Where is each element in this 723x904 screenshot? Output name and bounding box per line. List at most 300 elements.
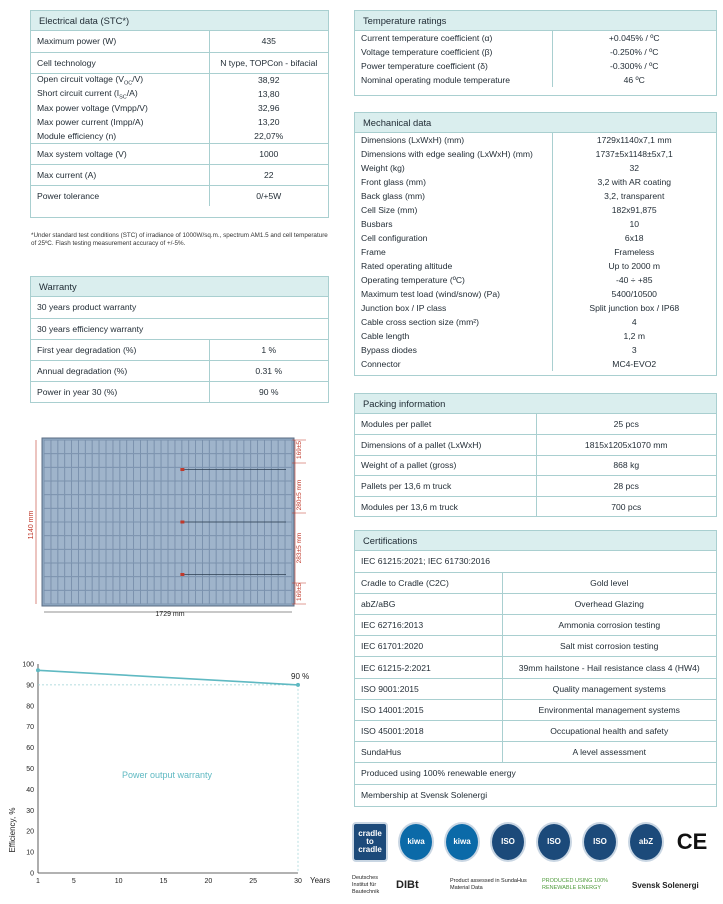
solar-cell <box>168 522 174 535</box>
partner-logos <box>352 870 723 900</box>
solar-cell <box>168 550 174 563</box>
solar-cell <box>113 563 119 576</box>
solar-cell <box>237 509 243 522</box>
table-row <box>31 381 328 402</box>
row-label: Pallets per 13,6 m truck <box>361 480 452 491</box>
solar-cell <box>196 591 202 604</box>
solar-cell <box>168 536 174 549</box>
solar-cell <box>161 454 167 467</box>
solar-cell <box>86 563 92 576</box>
solar-cell <box>189 454 195 467</box>
solar-cell <box>285 536 291 549</box>
solar-cell <box>148 550 154 563</box>
solar-cell <box>244 522 250 535</box>
row-label: Dimensions (LxWxH) (mm) <box>361 135 465 145</box>
row-value: Up to 2000 m <box>552 259 716 273</box>
row-label: Operating temperature (ºC) <box>361 275 465 285</box>
solar-cell <box>265 509 271 522</box>
row-label: Nominal operating module temperature <box>361 75 511 85</box>
solar-cell <box>182 495 188 508</box>
warranty-line <box>38 670 298 685</box>
solar-cell <box>210 577 216 590</box>
solar-cell <box>79 577 85 590</box>
solar-cell <box>265 440 271 453</box>
certification-badge-icon: kiwa <box>398 822 434 862</box>
solar-cell <box>251 481 257 494</box>
solar-cell <box>217 591 223 604</box>
solar-cell <box>148 481 154 494</box>
solar-cell <box>106 454 112 467</box>
solar-cell <box>148 468 154 481</box>
solar-cell <box>230 550 236 563</box>
solar-cell <box>223 454 229 467</box>
solar-cell <box>161 536 167 549</box>
solar-cell <box>58 468 64 481</box>
solar-cell <box>265 577 271 590</box>
solar-cell <box>279 481 285 494</box>
certifications-title: Certifications <box>355 531 716 551</box>
row-value: 22,07% <box>209 129 328 143</box>
efficiency-chart <box>0 650 340 900</box>
solar-cell <box>51 495 57 508</box>
chart-xlabel: Years <box>310 876 331 885</box>
table-row <box>355 301 716 315</box>
solar-cell <box>155 468 161 481</box>
solar-cell <box>72 481 78 494</box>
table-row <box>355 217 716 231</box>
x-tick-label: 1 <box>36 878 40 885</box>
solar-cell <box>79 591 85 604</box>
partner-logo: Svensk Solenergi <box>632 880 699 890</box>
solar-cell <box>93 522 99 535</box>
row-value: 1000 <box>209 143 328 164</box>
solar-cell <box>210 481 216 494</box>
solar-cell <box>285 440 291 453</box>
solar-cell <box>223 495 229 508</box>
solar-cell <box>113 440 119 453</box>
solar-cell <box>230 454 236 467</box>
table-row <box>355 742 716 763</box>
row-value: Gold level <box>502 572 716 593</box>
junction-box <box>180 573 184 576</box>
solar-cell <box>285 550 291 563</box>
solar-cell <box>148 563 154 576</box>
solar-cell <box>51 522 57 535</box>
solar-cell <box>93 495 99 508</box>
row-label: Back glass (mm) <box>361 191 425 201</box>
chart-annotation: 90 % <box>291 672 310 681</box>
table-row <box>355 343 716 357</box>
solar-cell <box>155 591 161 604</box>
solar-cell <box>134 522 140 535</box>
solar-cell <box>161 563 167 576</box>
solar-cell <box>79 563 85 576</box>
solar-cell <box>148 577 154 590</box>
solar-cell <box>161 522 167 535</box>
solar-cell <box>51 481 57 494</box>
solar-cell <box>175 550 181 563</box>
row-label: Power in year 30 (%) <box>37 386 118 397</box>
row-label: Membership at Svensk Solenergi <box>361 789 488 800</box>
solar-cell <box>203 550 209 563</box>
solar-cell <box>99 591 105 604</box>
solar-cell <box>44 536 50 549</box>
solar-cell <box>182 522 188 535</box>
solar-cell <box>65 468 71 481</box>
row-label: ISO 45001:2018 <box>361 726 424 737</box>
electrical-data-table <box>31 31 328 206</box>
solar-cell <box>272 454 278 467</box>
row-label: abZ/aBG <box>361 598 396 609</box>
solar-cell <box>182 550 188 563</box>
row-label: Weight (kg) <box>361 163 405 173</box>
row-value: 435 <box>209 31 328 52</box>
solar-cell <box>65 522 71 535</box>
solar-cell <box>120 550 126 563</box>
solar-cell <box>106 577 112 590</box>
row-value: 4 <box>552 315 716 329</box>
solar-cell <box>99 468 105 481</box>
solar-cell <box>189 577 195 590</box>
solar-cell <box>120 536 126 549</box>
row-label-subscript: OC <box>123 80 133 87</box>
table-row <box>31 164 328 185</box>
solar-cell <box>65 550 71 563</box>
solar-cell <box>265 454 271 467</box>
row-label: Connector <box>361 359 401 369</box>
table-row <box>355 231 716 245</box>
solar-cell <box>272 577 278 590</box>
solar-cell <box>258 509 264 522</box>
solar-cell <box>65 481 71 494</box>
solar-cell <box>175 440 181 453</box>
row-value: 39mm hailstone - Hail resistance class 4 (HW4) <box>502 657 716 678</box>
partner-logo: Deutsches Institut für Bautechnik <box>352 874 380 895</box>
solar-cell <box>155 509 161 522</box>
solar-cell <box>134 591 140 604</box>
row-value: -40 ÷ +85 <box>552 273 716 287</box>
row-label: Cell Size (mm) <box>361 205 418 215</box>
table-row <box>355 435 716 456</box>
solar-cell <box>141 591 147 604</box>
solar-cell <box>285 591 291 604</box>
solar-cell <box>72 509 78 522</box>
solar-cell <box>230 591 236 604</box>
solar-cell <box>79 536 85 549</box>
solar-cell <box>113 495 119 508</box>
row-value: Ammonia corrosion testing <box>502 615 716 636</box>
packing-title: Packing information <box>355 394 716 414</box>
solar-cell <box>127 591 133 604</box>
certification-badge-icon: ISO <box>536 822 572 862</box>
x-tick-label: 15 <box>159 878 168 885</box>
solar-cell <box>155 522 161 535</box>
temperature-table <box>355 31 716 87</box>
junction-box <box>180 521 184 524</box>
solar-cell <box>86 454 92 467</box>
solar-cell <box>237 550 243 563</box>
solar-cell <box>106 495 112 508</box>
solar-cell <box>99 481 105 494</box>
solar-cell <box>251 550 257 563</box>
solar-cell <box>237 536 243 549</box>
solar-cell <box>120 440 126 453</box>
row-label: Dimensions with edge sealing (LxWxH) (mm) <box>361 149 533 159</box>
solar-cell <box>65 591 71 604</box>
solar-cell <box>79 468 85 481</box>
x-tick-label: 20 <box>204 878 213 885</box>
solar-cell <box>203 522 209 535</box>
table-row <box>31 73 328 87</box>
solar-cell <box>196 577 202 590</box>
table-row <box>355 147 716 161</box>
solar-cell <box>120 495 126 508</box>
table-row <box>355 636 716 657</box>
solar-cell <box>141 468 147 481</box>
row-value: 6x18 <box>552 231 716 245</box>
table-row <box>355 414 716 435</box>
solar-cell <box>86 577 92 590</box>
table-row <box>31 360 328 381</box>
solar-cell <box>230 509 236 522</box>
solar-cell <box>99 509 105 522</box>
solar-cell <box>51 440 57 453</box>
junction-box <box>180 468 184 471</box>
solar-cell <box>134 509 140 522</box>
solar-cell <box>93 440 99 453</box>
solar-cell <box>79 495 85 508</box>
solar-cell <box>141 454 147 467</box>
x-tick-label: 5 <box>71 878 76 885</box>
table-row <box>355 189 716 203</box>
solar-cell <box>210 495 216 508</box>
row-value: 3,2, transparent <box>552 189 716 203</box>
solar-cell <box>141 563 147 576</box>
partner-logo: DIBt <box>396 878 419 891</box>
solar-cell <box>106 522 112 535</box>
solar-cell <box>51 591 57 604</box>
table-row <box>355 45 716 59</box>
solar-cell <box>65 536 71 549</box>
solar-cell <box>203 495 209 508</box>
row-value: 22 <box>209 164 328 185</box>
table-row <box>355 593 716 614</box>
solar-cell <box>79 550 85 563</box>
y-tick-label: 20 <box>26 828 34 836</box>
solar-cell <box>134 550 140 563</box>
solar-cell <box>196 522 202 535</box>
row-value: 90 % <box>209 381 328 402</box>
solar-cell <box>196 550 202 563</box>
solar-cell <box>51 454 57 467</box>
module-dim-4: 169±5 <box>296 582 303 602</box>
solar-cell <box>161 495 167 508</box>
solar-cell <box>72 591 78 604</box>
solar-cell <box>99 440 105 453</box>
solar-cell <box>148 440 154 453</box>
solar-cell <box>127 550 133 563</box>
row-label: ISO 9001:2015 <box>361 683 419 694</box>
solar-cell <box>258 522 264 535</box>
solar-cell <box>244 591 250 604</box>
solar-cell <box>65 495 71 508</box>
solar-cell <box>127 536 133 549</box>
row-value: 3 <box>552 343 716 357</box>
row-value: 1815x1205x1070 mm <box>536 435 716 456</box>
solar-cell <box>203 577 209 590</box>
solar-cell <box>72 550 78 563</box>
solar-cell <box>244 454 250 467</box>
solar-cell <box>141 536 147 549</box>
solar-cell <box>58 440 64 453</box>
row-label-subscript: SC <box>119 94 127 101</box>
solar-cell <box>44 591 50 604</box>
row-label: Cell technology <box>37 57 96 68</box>
solar-cell <box>175 522 181 535</box>
solar-cell <box>155 550 161 563</box>
electrical-data-panel <box>30 10 329 218</box>
solar-cell <box>272 509 278 522</box>
row-label: Power temperature coefficient (δ) <box>361 61 488 71</box>
certification-badge-icon: abZ <box>628 822 664 862</box>
solar-cell <box>258 495 264 508</box>
row-label: Bypass diodes <box>361 345 417 355</box>
table-row <box>355 476 716 497</box>
table-row <box>31 31 328 52</box>
solar-cell <box>272 591 278 604</box>
solar-cell <box>285 481 291 494</box>
solar-cell <box>99 577 105 590</box>
solar-cell <box>148 536 154 549</box>
row-value: 700 pcs <box>536 496 716 517</box>
packing-table <box>355 414 716 517</box>
y-tick-label: 60 <box>26 745 34 753</box>
solar-cell <box>285 509 291 522</box>
table-row <box>355 175 716 189</box>
table-row <box>31 143 328 164</box>
solar-cell <box>106 509 112 522</box>
row-value: 10 <box>552 217 716 231</box>
solar-cell <box>279 536 285 549</box>
solar-cell <box>113 536 119 549</box>
solar-cell <box>175 495 181 508</box>
solar-cell <box>272 536 278 549</box>
solar-cell <box>120 563 126 576</box>
solar-cell <box>72 522 78 535</box>
mechanical-table <box>355 133 716 371</box>
solar-cell <box>106 550 112 563</box>
row-value: Split junction box / IP68 <box>552 301 716 315</box>
row-value: 25 pcs <box>536 414 716 435</box>
solar-cell <box>113 481 119 494</box>
solar-cell <box>161 509 167 522</box>
table-row <box>355 203 716 217</box>
solar-cell <box>44 522 50 535</box>
solar-cell <box>279 577 285 590</box>
solar-cell <box>210 454 216 467</box>
solar-cell <box>279 550 285 563</box>
solar-cell <box>258 577 264 590</box>
table-row <box>31 115 328 129</box>
solar-cell <box>141 509 147 522</box>
solar-cell <box>244 509 250 522</box>
partner-logo: PRODUCED USING 100% RENEWABLE ENERGY <box>542 878 609 891</box>
solar-cell <box>182 509 188 522</box>
solar-cell <box>58 591 64 604</box>
solar-cell <box>251 522 257 535</box>
solar-cell <box>93 591 99 604</box>
solar-cell <box>44 563 50 576</box>
row-value: 38,92 <box>209 73 328 87</box>
table-row <box>355 551 716 572</box>
solar-cell <box>72 440 78 453</box>
solar-cell <box>134 468 140 481</box>
table-row <box>355 287 716 301</box>
table-row <box>355 357 716 371</box>
table-row <box>355 657 716 678</box>
solar-cell <box>148 522 154 535</box>
solar-cell <box>155 440 161 453</box>
solar-cell <box>217 481 223 494</box>
solar-cell <box>203 509 209 522</box>
solar-cell <box>251 495 257 508</box>
solar-cell <box>189 495 195 508</box>
table-row <box>31 87 328 101</box>
solar-cell <box>175 536 181 549</box>
table-row <box>355 615 716 636</box>
row-label: Annual degradation (%) <box>37 365 128 376</box>
row-value: 1 % <box>209 339 328 360</box>
y-tick-label: 40 <box>26 786 34 794</box>
solar-cell <box>217 550 223 563</box>
solar-cell <box>58 563 64 576</box>
row-label: Junction box / IP class <box>361 303 447 313</box>
row-label: Module efficiency (n) <box>37 130 117 141</box>
row-value: -0.250% / ºC <box>552 45 716 59</box>
partner-logo: Product assessed in SundaHus Material Data <box>450 878 527 891</box>
table-row <box>355 59 716 73</box>
solar-cell <box>106 440 112 453</box>
solar-cell <box>279 509 285 522</box>
solar-cell <box>51 509 57 522</box>
solar-cell <box>79 440 85 453</box>
solar-cell <box>168 481 174 494</box>
solar-cell <box>44 577 50 590</box>
solar-cell <box>189 550 195 563</box>
table-row <box>355 245 716 259</box>
solar-cell <box>106 563 112 576</box>
y-tick-label: 70 <box>26 724 34 732</box>
row-value: 868 kg <box>536 455 716 476</box>
solar-cell <box>99 563 105 576</box>
solar-cell <box>161 440 167 453</box>
solar-cell <box>285 468 291 481</box>
solar-cell <box>203 454 209 467</box>
row-label: Cradle to Cradle (C2C) <box>361 577 449 588</box>
solar-cell <box>127 481 133 494</box>
row-label: 30 years efficiency warranty <box>37 323 144 334</box>
row-label: IEC 61215-2:2021 <box>361 662 431 673</box>
row-label: Max current (A) <box>37 169 97 180</box>
solar-cell <box>127 495 133 508</box>
solar-cell <box>285 522 291 535</box>
solar-cell <box>244 495 250 508</box>
table-row <box>355 455 716 476</box>
solar-cell <box>251 577 257 590</box>
solar-cell <box>265 550 271 563</box>
solar-cell <box>106 481 112 494</box>
solar-cell <box>120 577 126 590</box>
